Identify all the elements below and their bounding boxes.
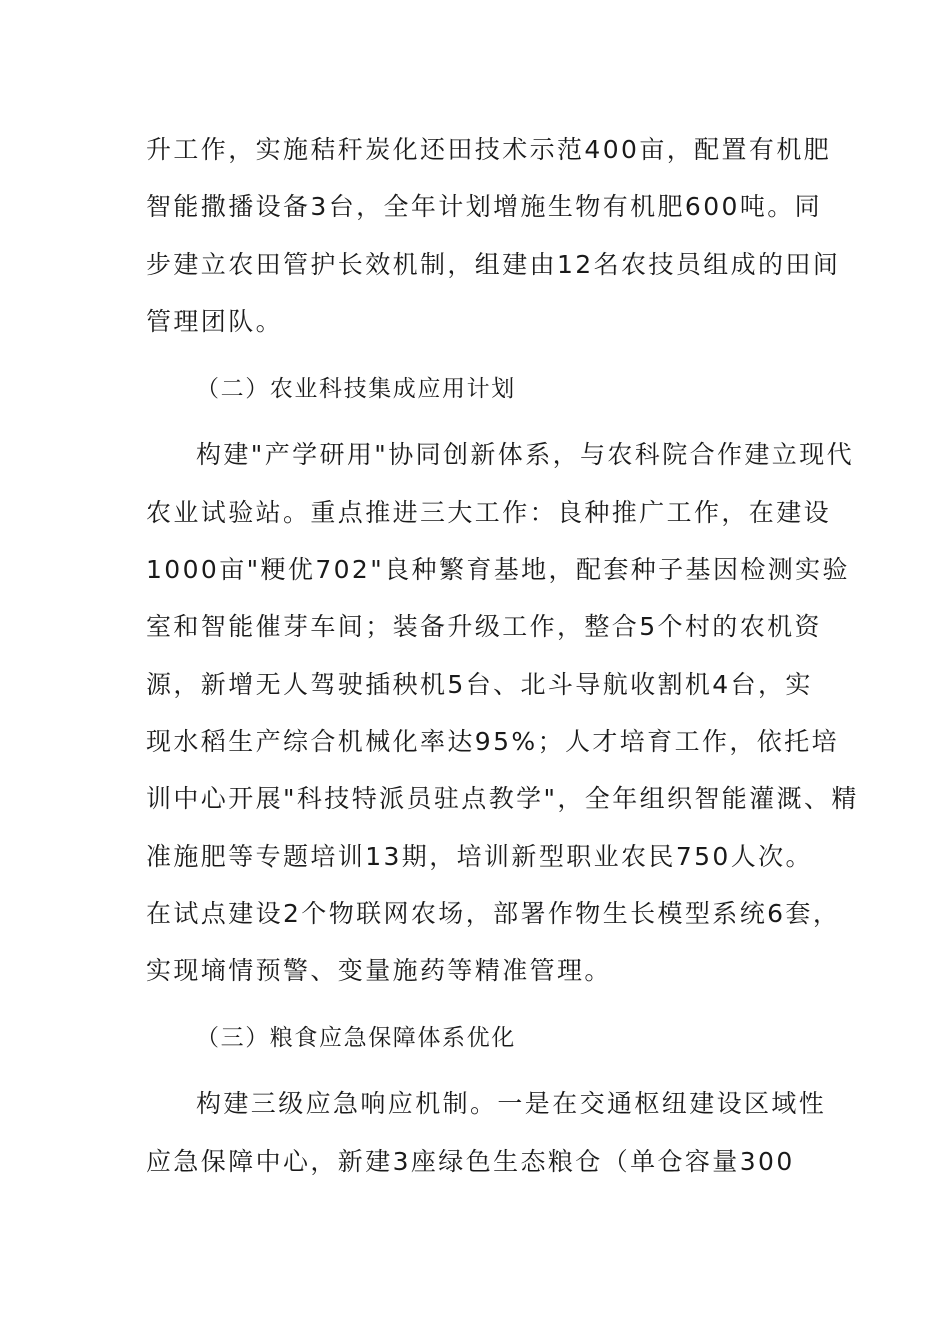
body-text-line: 室和智能催芽车间；装备升级工作，整合5个村的农机资	[146, 612, 822, 641]
body-text-line: 在试点建设2个物联网农场，部署作物生长模型系统6套，	[146, 899, 841, 928]
section-heading: （二）农业科技集成应用计划	[196, 376, 516, 402]
paragraph-first-line: 构建"产学研用"协同创新体系，与农科院合作建立现代	[196, 440, 854, 469]
body-text-line: 准施肥等专题培训13期，培训新型职业农民750人次。	[146, 842, 813, 871]
body-text-line: 训中心开展"科技特派员驻点教学"，全年组织智能灌溉、精	[146, 784, 859, 813]
body-text-line: 农业试验站。重点推进三大工作：良种推广工作，在建设	[146, 498, 832, 527]
paragraph-first-line: 构建三级应急响应机制。一是在交通枢纽建设区域性	[196, 1089, 827, 1118]
body-text-line: 管理团队。	[146, 307, 284, 336]
section-heading: （三）粮食应急保障体系优化	[196, 1025, 516, 1051]
body-text-line: 智能撒播设备3台，全年计划增施生物有机肥600吨。同	[146, 192, 823, 221]
body-text-line: 步建立农田管护长效机制，组建由12名农技员组成的田间	[146, 250, 841, 279]
body-text-line: 现水稻生产综合机械化率达95%；人才培育工作，依托培	[146, 727, 839, 756]
body-text-line: 源，新增无人驾驶插秧机5台、北斗导航收割机4台，实	[146, 670, 813, 699]
body-text-line: 升工作，实施秸秆炭化还田技术示范400亩，配置有机肥	[146, 135, 832, 164]
body-text-line: 1000亩"粳优702"良种繁育基地，配套种子基因检测实验	[146, 555, 850, 584]
body-text-line: 应急保障中心，新建3座绿色生态粮仓（单仓容量300	[146, 1147, 795, 1176]
body-text-line: 实现墒情预警、变量施药等精准管理。	[146, 956, 612, 985]
